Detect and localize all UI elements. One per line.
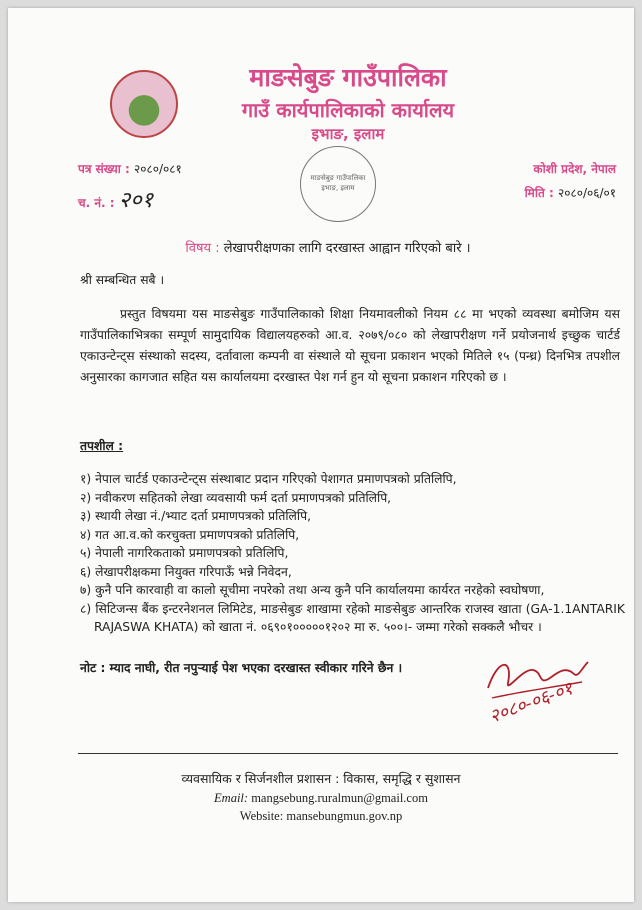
list-item: ८) सिटिजन्स बैंक इन्टरनेशनल लिमिटेड, माङसेबुङ शाखामा रहेको माङसेबुङ आन्तरिक राजस्व खाता (GA-1.1ANTARIK RAJASWA KHATA) को खाता नं. ०६९०१०००००१२०२ मा रु. ५००।- जम्मा गरेको सक्कलै भौचर । [80,601,625,634]
subject-text: लेखापरीक्षणका लागि दरखास्त आह्वान गरिएको बारे । [223,241,471,256]
chalani-label: च. नं. : [78,196,115,210]
website-label: Website: [239,809,284,823]
date-value: २०८०/०६/०१ [557,186,616,200]
footer-email [48,791,594,806]
salutation: श्री सम्बन्धित सबै । [80,273,165,287]
body-paragraph: प्रस्तुत विषयमा यस माङसेबुङ गाउँपालिकाको शिक्षा नियमावलीको नियम ८८ मा भएको व्यवस्था बमोजिम यस गाउँपालिकाभित्रका सम्पूर्ण सामुदायिक विद्यालयहरुको आ.व. २०७९/०८० को लेखापरीक्षण गर्ने प्रयोजनार्थ इच्छुक चार्टर्ड एकाउन्टेन्ट्स संस्थाको सदस्य, दर्तावाला कम्पनी वा संस्थाले यो सूचना प्रकाशन भएको मितिले १५ (पन्ध्र) दिनभित्र तपशील अनुसारका कागजात सहित यस कार्यालयमा दरखास्त पेश गर्न हुन यो सूचना प्रकाशन गरिएको छ । [80,307,620,384]
municipality-title: माङसेबुङ गाउँपालिका [249,63,447,92]
website-link[interactable]: mansebungmun.gov.np [286,809,403,823]
footer-divider [78,753,618,754]
footer-website [48,809,594,824]
seal-text: माङसेबुङ गाउँपालिका इभाङ, इलाम [310,174,366,192]
patra-label: पत्र संख्या : [78,162,130,176]
list-item: १) नेपाल चार्टर्ड एकाउन्टेन्ट्स संस्थाबाट प्रदान गरिएको पेशागत प्रमाणपत्रको प्रतिलिपि, [80,472,457,486]
email-label: Email: [214,791,249,805]
office-location: इभाङ, इलाम [311,125,385,143]
letter-date [456,184,616,201]
office-title: गाउँ कार्यपालिकाको कार्यालय [241,98,455,122]
chalani-value: २०१ [118,188,154,213]
subject-label: विषय : [185,241,220,256]
list-item: ३) स्थायी लेखा नं./भ्याट दर्ता प्रमाणपत्रको प्रतिलिपि, [80,509,311,523]
letter-page [8,8,634,902]
email-link[interactable]: mangsebung.ruralmun@gmail.com [251,791,428,805]
list-item: ५) नेपाली नागरिकताको प्रमाणपत्रको प्रतिलिपि, [80,546,289,560]
office-seal [300,146,376,222]
note: नोट : म्याद नाघी, रीत नपुर्‍याई पेश भएका दरखास्त स्वीकार गरिने छैन । [80,661,403,675]
tapashil-heading: तपशील : [80,439,124,453]
list-item: ६) लेखापरीक्षकमा नियुक्त गरिपाऊँ भन्ने निवेदन, [80,564,292,579]
footer-motto: व्यवसायिक र सिर्जनशील प्रशासन : विकास, समृद्धि र सुशासन [181,771,461,786]
list-item: २) नवीकरण सहितको लेखा व्यवसायी फर्म दर्ता प्रमाणपत्रको प्रतिलिपि, [80,490,392,505]
list-item: ४) गत आ.व.को करचुक्ता प्रमाणपत्रको प्रतिलिपि, [80,527,300,542]
signature-date: २०८०-०६-०१ [486,678,576,728]
province: कोशी प्रदेश, नेपाल [533,162,616,176]
tapashil-list [80,470,625,637]
patra-number [78,160,182,177]
patra-value: २०८०/०८१ [133,162,182,176]
subject-line [68,238,588,256]
chalani-number [78,184,153,214]
date-label: मिति : [524,186,554,200]
list-item: ७) कुनै पनि कारवाही वा कालो सूचीमा नपरेको तथा अन्य कुनै पनि कार्यालयमा कार्यरत नरहेको स्वघोषणा, [80,583,545,597]
